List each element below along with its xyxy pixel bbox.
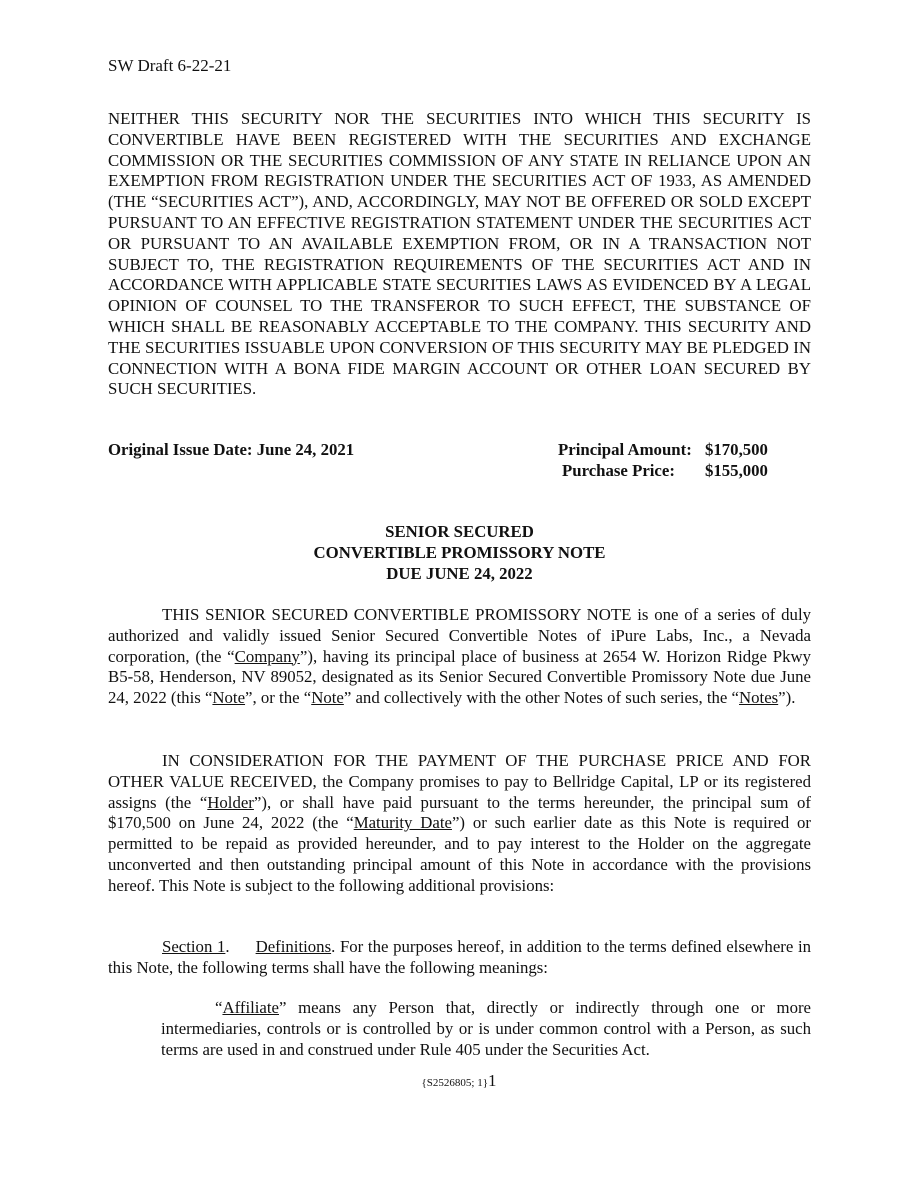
purchase-price-row [562,461,768,482]
intro-text-b: ”), having its principal place of business at 2654 W. Horizon Ridge Pkwy B5-58, Henderson, NV 89052, designated as its Senior Secured Convertible Promissory Note due June 24, 2022 (this “ [108,646,812,708]
affiliate-text: ” means any Person that, directly or indirectly through one or more intermediaries, controls or is controlled by or is under common control with a Person, as such terms are used in and construed under Rule 405 under the Securities Act. [161,998,811,1059]
document-id: {S2526805; 1} [421,1077,488,1089]
principal-amount-row [558,440,768,461]
securities-legend: NEITHER THIS SECURITY NOR THE SECURITIES INTO WHICH THIS SECURITY IS CONVERTIBLE HAVE BEEN REGISTERED WITH THE SECURITIES AND EXCHANGE COMMISSION OR THE SECURITIES COMMISSION OF ANY STATE IN RELIANCE UPON AN EXEMPTION FROM REGISTRATION UNDER THE SECURITIES ACT OF 1933, AS AMENDED (THE “SECURITIES ACT”), AND, ACCORDINGLY, MAY NOT BE OFFERED OR SOLD EXCEPT PURSUANT TO AN EFFECTIVE REGISTRATION STATEMENT UNDER THE SECURITIES ACT OR PURSUANT TO AN AVAILABLE EXEMPTION FROM, OR IN A TRANSACTION NOT SUBJECT TO, THE REGISTRATION REQUIREMENTS OF THE SECURITIES ACT AND IN ACCORDANCE WITH APPLICABLE STATE SECURITIES LAWS AS EVIDENCED BY A LEGAL OPINION OF COUNSEL TO THE TRANSFEROR TO SUCH EFFECT, THE SUBSTANCE OF WHICH SHALL BE REASONABLY ACCEPTABLE TO THE COMPANY. THIS SECURITY AND THE SECURITIES ISSUABLE UPON CONVERSION OF THIS SECURITY MAY BE PLEDGED IN CONNECTION WITH A BONA FIDE MARGIN ACCOUNT OR OTHER LOAN SECURED BY SUCH SECURITIES. [108,109,811,399]
consideration-text-b: ”), or shall have paid pursuant to the terms hereunder, the principal sum of $170,500 on June 24, 2022 (the “ [108,792,811,833]
intro-text-e: ”). [778,688,796,708]
title-line-2: CONVERTIBLE PROMISSORY NOTE [313,542,606,562]
page-number: 1 [487,1071,497,1090]
title-line-3: DUE JUNE 24, 2022 [386,563,533,583]
page-footer [0,1071,918,1094]
defined-term-note-2: Note [311,688,344,708]
section-number-dot: . [225,937,230,956]
defined-term-affiliate: Affiliate [222,998,279,1017]
original-issue-date: Original Issue Date: June 24, 2021 [108,440,355,459]
purchase-price-value: $155,000 [705,460,768,480]
section-number: Section 1 [162,937,226,956]
defined-term-note: Note [212,688,246,708]
intro-text-a: THIS SENIOR SECURED CONVERTIBLE PROMISSORY NOTE is one of a series of duly authorized and validly issued Senior Secured Convertible Notes of iPure Labs, Inc., a Nevada corporation, (the “ [108,605,811,666]
purchase-price-label: Purchase Price: [562,460,675,480]
intro-text-c: ”, or the “ [245,688,312,708]
consideration-text-a: IN CONSIDERATION FOR THE PAYMENT OF THE PURCHASE PRICE AND FOR OTHER VALUE RECEIVED, the Company promises to pay to Bellridge Capital, LP or its registered assigns (the “ [108,751,811,812]
defined-term-maturity-date: Maturity Date [353,813,452,833]
defined-term-notes: Notes [739,688,779,708]
intro-paragraph [108,605,811,709]
defined-term-company: Company [234,646,300,666]
amounts-block [558,440,768,482]
principal-amount-label: Principal Amount: [558,440,692,459]
intro-text-d: ” and collectively with the other Notes of such series, the “ [343,688,740,708]
draft-label: SW Draft 6-22-21 [108,56,232,75]
document-title [108,522,811,584]
section-heading: Definitions [255,937,332,956]
defined-term-holder: Holder [207,792,254,812]
consideration-paragraph [108,751,811,897]
principal-amount-value: $170,500 [705,440,768,459]
section-1-text: . For the purposes hereof, in addition to the terms defined elsewhere in this Note, the following terms shall have the following meanings: [108,937,812,977]
title-line-1: SENIOR SECURED [385,522,534,541]
consideration-text-c: ”) or such earlier date as this Note is required or permitted to be repaid as provided hereunder, and to pay interest to the Holder on the aggregate unconverted and then outstanding principal amount of this Note in accordance with the provisions hereof. This Note is subject to the following additional provisions: [108,813,811,895]
affiliate-open-quote: “ [215,998,223,1017]
affiliate-definition [161,998,811,1060]
section-1-paragraph [108,937,811,979]
